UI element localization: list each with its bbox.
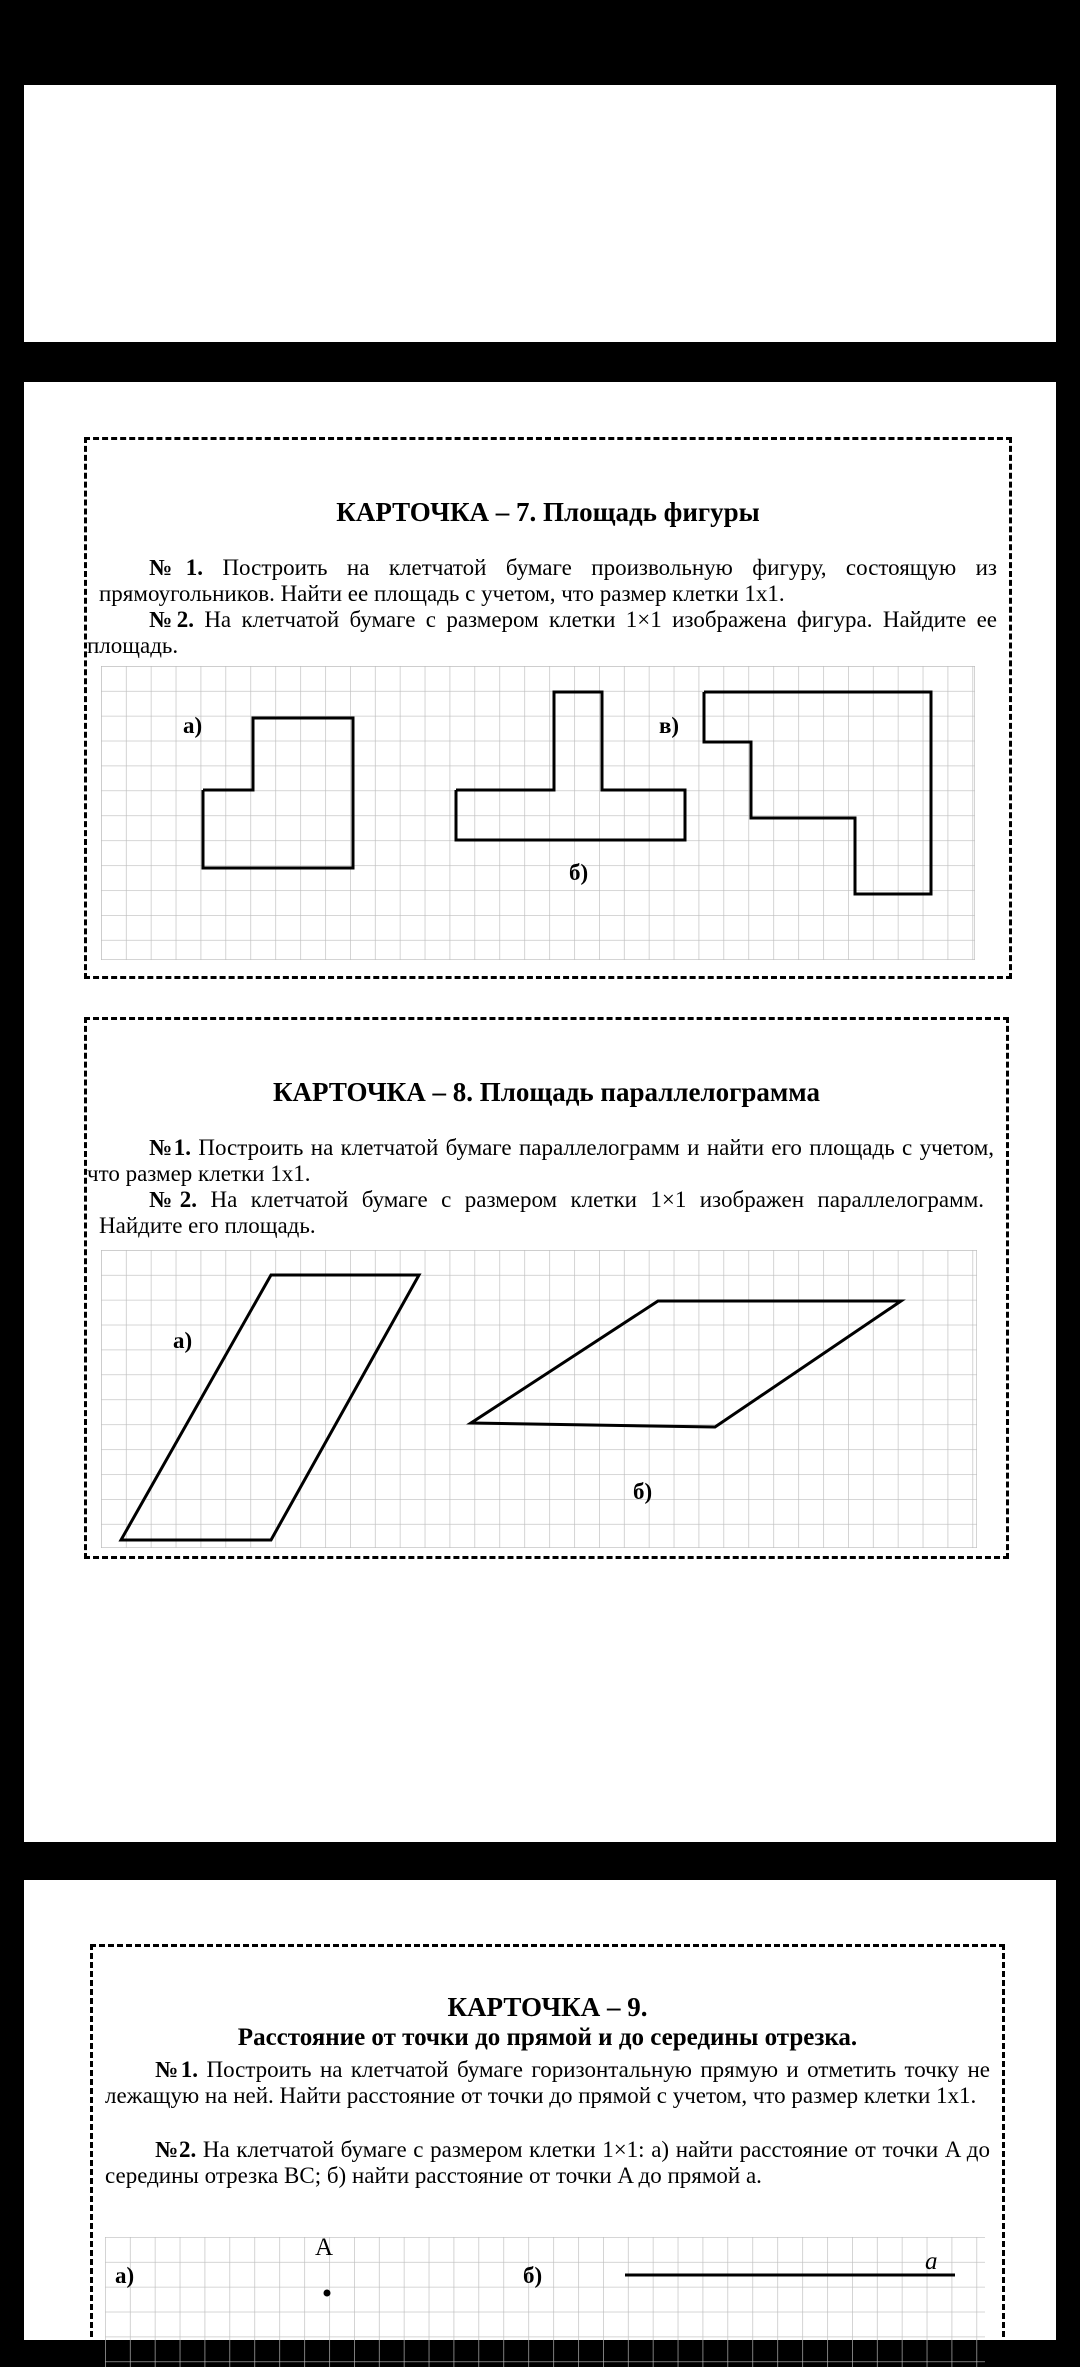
card-8-task-2-text: На клетчатой бумаге с размером клетки 1×1 изображен параллелограмм. Найдите его площадь. — [99, 1187, 984, 1238]
figure-b-label: б) — [569, 860, 589, 885]
card-8-grid-parallelograms — [101, 1250, 977, 1548]
line-a-label: a — [925, 2248, 938, 2275]
card-7-grid-figures — [101, 666, 975, 960]
card-7-task-2 — [87, 607, 997, 659]
figure-v-label: в) — [659, 713, 680, 738]
card-8-task-2 — [99, 1187, 984, 1239]
card-7 — [84, 437, 1012, 979]
card-9-task-1 — [105, 2057, 990, 2109]
parallelogram-a-label: а) — [173, 1328, 193, 1353]
card-9-task-2-text: На клетчатой бумаге с размером клетки 1×1: а) найти расстояние от точки A до середины отрезка BC; б) найти расстояние от точки A до прямой a. — [105, 2137, 990, 2188]
parallelogram-b-label: б) — [633, 1479, 653, 1504]
card-8-title: КАРТОЧКА – 8. Площадь параллелограмма — [272, 1077, 820, 1107]
card-8-task-1-number: №1. — [149, 1135, 191, 1160]
page-card-9 — [24, 1880, 1056, 2340]
card-7-title: КАРТОЧКА – 7. Площадь фигуры — [336, 497, 760, 527]
blank-page — [24, 85, 1056, 342]
figure-a-label: а) — [183, 713, 203, 738]
point-a-label: A — [315, 2237, 334, 2261]
card-8-task-2-number: №2. — [149, 1187, 198, 1212]
point-a-dot — [324, 2290, 331, 2297]
grid-a-label: а) — [115, 2263, 135, 2288]
card-7-task-1-number: №1. — [149, 555, 204, 580]
card-9-task-2 — [105, 2137, 990, 2189]
page-cards-7-8 — [24, 382, 1056, 1842]
card-9-subtitle: Расстояние от точки до прямой и до середины отрезка. — [237, 2024, 858, 2051]
card-7-task-2-text: На клетчатой бумаге с размером клетки 1×1 изображена фигура. Найдите ее площадь. — [87, 607, 997, 658]
card-9-task-2-number: №2. — [155, 2137, 197, 2162]
card-7-task-1-text: Построить на клетчатой бумаге произвольную фигуру, состоящую из прямоугольников. Найти ее площадь с учетом, что размер клетки 1х1. — [99, 555, 997, 606]
card-7-task-1 — [99, 555, 997, 607]
card-9-task-1-number: №1. — [155, 2057, 199, 2082]
card-9-title: КАРТОЧКА – 9. — [447, 1992, 648, 2022]
card-9-task-1-text: Построить на клетчатой бумаге горизонтальную прямую и отметить точку не лежащую на ней. Найти расстояние от точки до прямой с учетом, что размер клетки 1х1. — [105, 2057, 990, 2108]
card-9-grid — [105, 2237, 985, 2367]
grid-b-label: б) — [523, 2263, 543, 2288]
card-9 — [90, 1944, 1005, 2364]
card-7-task-2-number: №2. — [149, 607, 194, 632]
card-8 — [84, 1017, 1009, 1559]
card-8-task-1 — [87, 1135, 994, 1187]
card-8-task-1-text: Построить на клетчатой бумаге параллелограмм и найти его площадь с учетом, что размер клетки 1х1. — [87, 1135, 994, 1186]
